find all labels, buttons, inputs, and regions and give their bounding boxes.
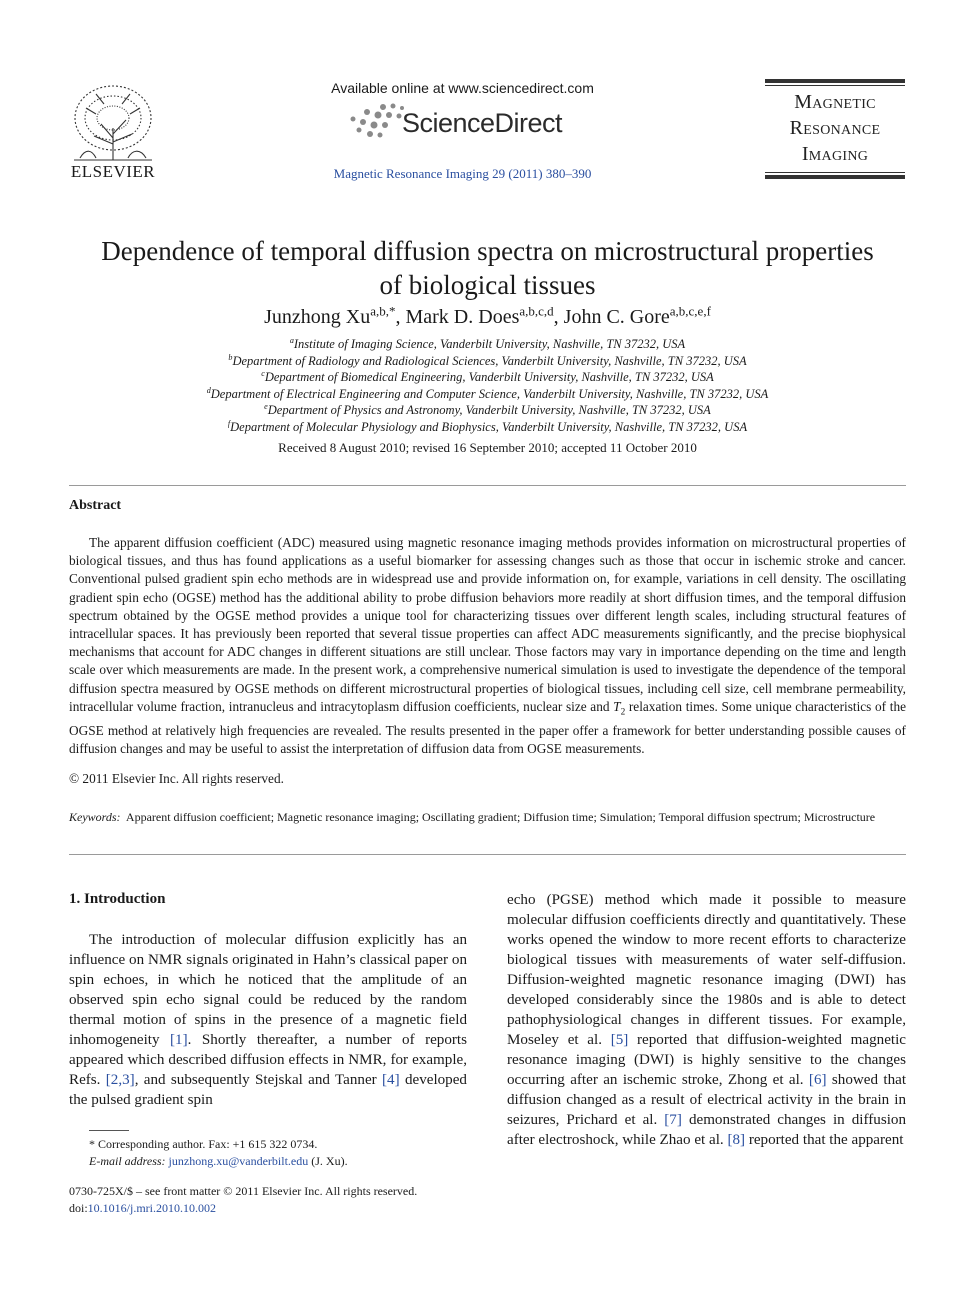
reference-link[interactable]: [8] [727, 1132, 746, 1148]
affiliation-mark: d [206, 385, 211, 395]
footnote-mark: * [89, 1137, 95, 1151]
reference-link[interactable]: [5] [610, 1032, 629, 1048]
body-text: . Shortly thereafter, a number of reports appeared which described diffusion effects in NMR, for example, Refs. [69, 1032, 467, 1088]
keywords [69, 809, 906, 825]
t2-symbol: T [613, 698, 621, 714]
abstract-text-part: The apparent diffusion coefficient (ADC) measured using magnetic resonance imaging methods provides information on microstructural properties of biological tissues, and thus has found applications as a useful biomarker for assessing changes such as those that occur in ischemic stroke and cancer. Conventional pulsed gradient spin echo methods are in widespread use and provide information on, for example, variations in cell density. The oscillating gradient spin echo (OGSE) method has the additional ability to probe diffusion behaviors more readily at short diffusion times, and the temporal diffusion spectrum obtained by the OGSE method provides a unique tool for characterizing tissues over different length scales, including structural features of intracellular spaces. It has previously been reported that several tissue properties can affect ADC measurements significantly, and the precise biophysical mechanisms that account for ADC changes in different situations are still unclear. Those factors may vary in importance depending on the time and length scale over which measurements are made. In the present work, a comprehensive numerical simulation is used to investigate the dependence of the temporal diffusion spectra measured by OGSE methods on different microstructural properties of biological tissues, including cell size, cell membrane permeability, intracellular volume fraction, intranucleus and intracytoplasm diffusion coefficients, nuclear size and [69, 535, 906, 714]
reference-link[interactable]: [1] [170, 1032, 188, 1048]
publisher-name: ELSEVIER [70, 162, 156, 181]
footnote-divider [89, 1130, 129, 1131]
abstract-top-divider [69, 485, 906, 486]
author-name[interactable]: Mark D. Does [405, 306, 520, 328]
issn-doi-block [69, 1183, 469, 1217]
affiliation-list [100, 336, 875, 435]
journal-logo-bottom-thin-rule [765, 172, 905, 173]
affiliation-text: Department of Radiology and Radiological Sciences, Vanderbilt University, Nashville, TN 37232, USA [232, 353, 747, 368]
journal-logo-top-rule [765, 79, 905, 83]
affiliation [100, 369, 875, 386]
author-list [100, 303, 875, 329]
affiliation-mark: b [228, 352, 233, 362]
abstract-bottom-divider [69, 854, 906, 855]
author-affiliation-marks: a,b,c,d [519, 303, 554, 319]
email-label: E-mail address: [89, 1154, 166, 1168]
body-text: The introduction of molecular diffusion explicitly has an influence on NMR signals originated in Hahn’s classical paper on spin echoes, in which he noticed that the amplitude of an observed spin echo signal could be reduced by the random thermal motion of spins in the presence of a magnetic field inhomogeneity [69, 932, 467, 1048]
affiliation [100, 336, 875, 353]
journal-logo-line-2: Resonance [789, 117, 881, 139]
abstract-text-part: relaxation times. Some unique characteristics of the OGSE method at relatively high frequencies are revealed. The results presented in the paper offer a framework for better understanding possible causes of diffusion changes and may be useful to assist the interpretation of diffusion data from OGSE measurements. [69, 698, 906, 756]
email-suffix: (J. Xu). [308, 1154, 348, 1168]
author-separator: , [395, 306, 406, 328]
affiliation-mark: e [264, 401, 268, 411]
abstract-heading: Abstract [69, 498, 122, 513]
body-column-right [507, 890, 906, 1150]
corresponding-author-footnote [89, 1136, 469, 1170]
body-column-left [69, 930, 467, 1110]
journal-logo-line-3: Imaging [801, 143, 869, 165]
author-affiliation-marks: a,b,* [370, 303, 396, 319]
reference-link[interactable]: [4] [382, 1072, 400, 1088]
journal-logo-top-thin-rule [765, 85, 905, 86]
corresponding-author-line [89, 1136, 469, 1153]
sciencedirect-wordmark: ScienceDirect [402, 108, 563, 138]
email-link[interactable]: junzhong.xu@vanderbilt.edu [168, 1154, 309, 1168]
affiliation-mark: f [227, 418, 231, 428]
reference-link[interactable]: [2,3] [105, 1072, 135, 1088]
body-text: reported that diffusion-weighted magnetic resonance imaging (DWI) is highly sensitive to the changes occurring after an ischemic stroke, Zhong et al. [507, 1032, 906, 1088]
affiliation-text: Department of Physics and Astronomy, Vanderbilt University, Nashville, TN 37232, USA [267, 403, 711, 417]
journal-citation-link[interactable]: Magnetic Resonance Imaging 29 (2011) 380–390 [333, 166, 592, 181]
doi-label: doi: [69, 1201, 88, 1215]
footnote-text: Corresponding author. Fax: +1 615 322 0734. [95, 1137, 318, 1151]
body-text: echo (PGSE) method which made it possible to measure molecular diffusion coefficients directly and quantitatively. These works opened the window to more recent efforts to characterize biological tissues with measurements of water self-diffusion. Diffusion-weighted magnetic resonance imaging (DWI) has developed considerably since the 1980s and is able to detect pathophysiological changes in different tissues. For example, Moseley et al. [507, 892, 906, 1048]
affiliation-mark: c [261, 368, 265, 378]
journal-logo-line-1: Magnetic [794, 91, 876, 113]
abstract-copyright: © 2011 Elsevier Inc. All rights reserved. [69, 771, 284, 786]
author-name[interactable]: John C. Gore [563, 306, 670, 328]
reference-link[interactable]: [7] [664, 1112, 682, 1128]
affiliation-text: Department of Biomedical Engineering, Vanderbilt University, Nashville, TN 37232, USA [264, 370, 714, 384]
body-text: demonstrated changes in diffusion after electroshock, while Zhao et al. [507, 1112, 906, 1148]
keywords-list: Apparent diffusion coefficient; Magnetic resonance imaging; Oscillating gradient; Diffusion time; Simulation; Temporal diffusion spectrum; Microstructure [125, 810, 876, 824]
keywords-label: Keywords: [69, 810, 121, 824]
affiliation [100, 402, 875, 419]
journal-logo [765, 79, 905, 179]
author-name[interactable]: Junzhong Xu [264, 306, 371, 328]
affiliation-text: Department of Electrical Engineering and Computer Science, Vanderbilt University, Nashville, TN 37232, USA [210, 386, 769, 401]
email-line [89, 1153, 469, 1170]
t2-subscript: 2 [620, 707, 626, 718]
available-online-text[interactable]: Available online at www.sciencedirect.com [331, 80, 594, 96]
body-text: showed that diffusion changed as a result of electrical activity in the brain in seizures, Prichard et al. [507, 1072, 907, 1128]
abstract-text [69, 534, 906, 758]
doi-link[interactable]: 10.1016/j.mri.2010.10.002 [87, 1201, 217, 1215]
doi-line [69, 1200, 469, 1217]
author-affiliation-marks: a,b,c,e,f [669, 303, 711, 319]
affiliation [100, 386, 875, 403]
issn-line: 0730-725X/$ – see front matter © 2011 Elsevier Inc. All rights reserved. [69, 1184, 418, 1198]
affiliation-text: Institute of Imaging Science, Vanderbilt University, Nashville, TN 37232, USA [293, 337, 686, 351]
reference-link[interactable]: [6] [808, 1072, 827, 1088]
author-separator: , [553, 306, 564, 328]
affiliation [100, 419, 875, 436]
body-text: developed the pulsed gradient spin [69, 1072, 467, 1108]
section-heading-introduction: 1. Introduction [69, 891, 166, 907]
article-title: Dependence of temporal diffusion spectra on microstructural properties of biological tissues [101, 236, 874, 300]
article-history-dates: Received 8 August 2010; revised 16 September 2010; accepted 11 October 2010 [278, 440, 697, 455]
affiliation-text: Department of Molecular Physiology and Biophysics, Vanderbilt University, Nashville, TN 37232, USA [230, 419, 748, 434]
body-text: reported that the apparent [745, 1132, 904, 1148]
journal-logo-bottom-rule [765, 175, 905, 179]
body-text: , and subsequently Stejskal and Tanner [134, 1072, 383, 1088]
affiliation [100, 353, 875, 370]
affiliation-mark: a [289, 335, 294, 345]
